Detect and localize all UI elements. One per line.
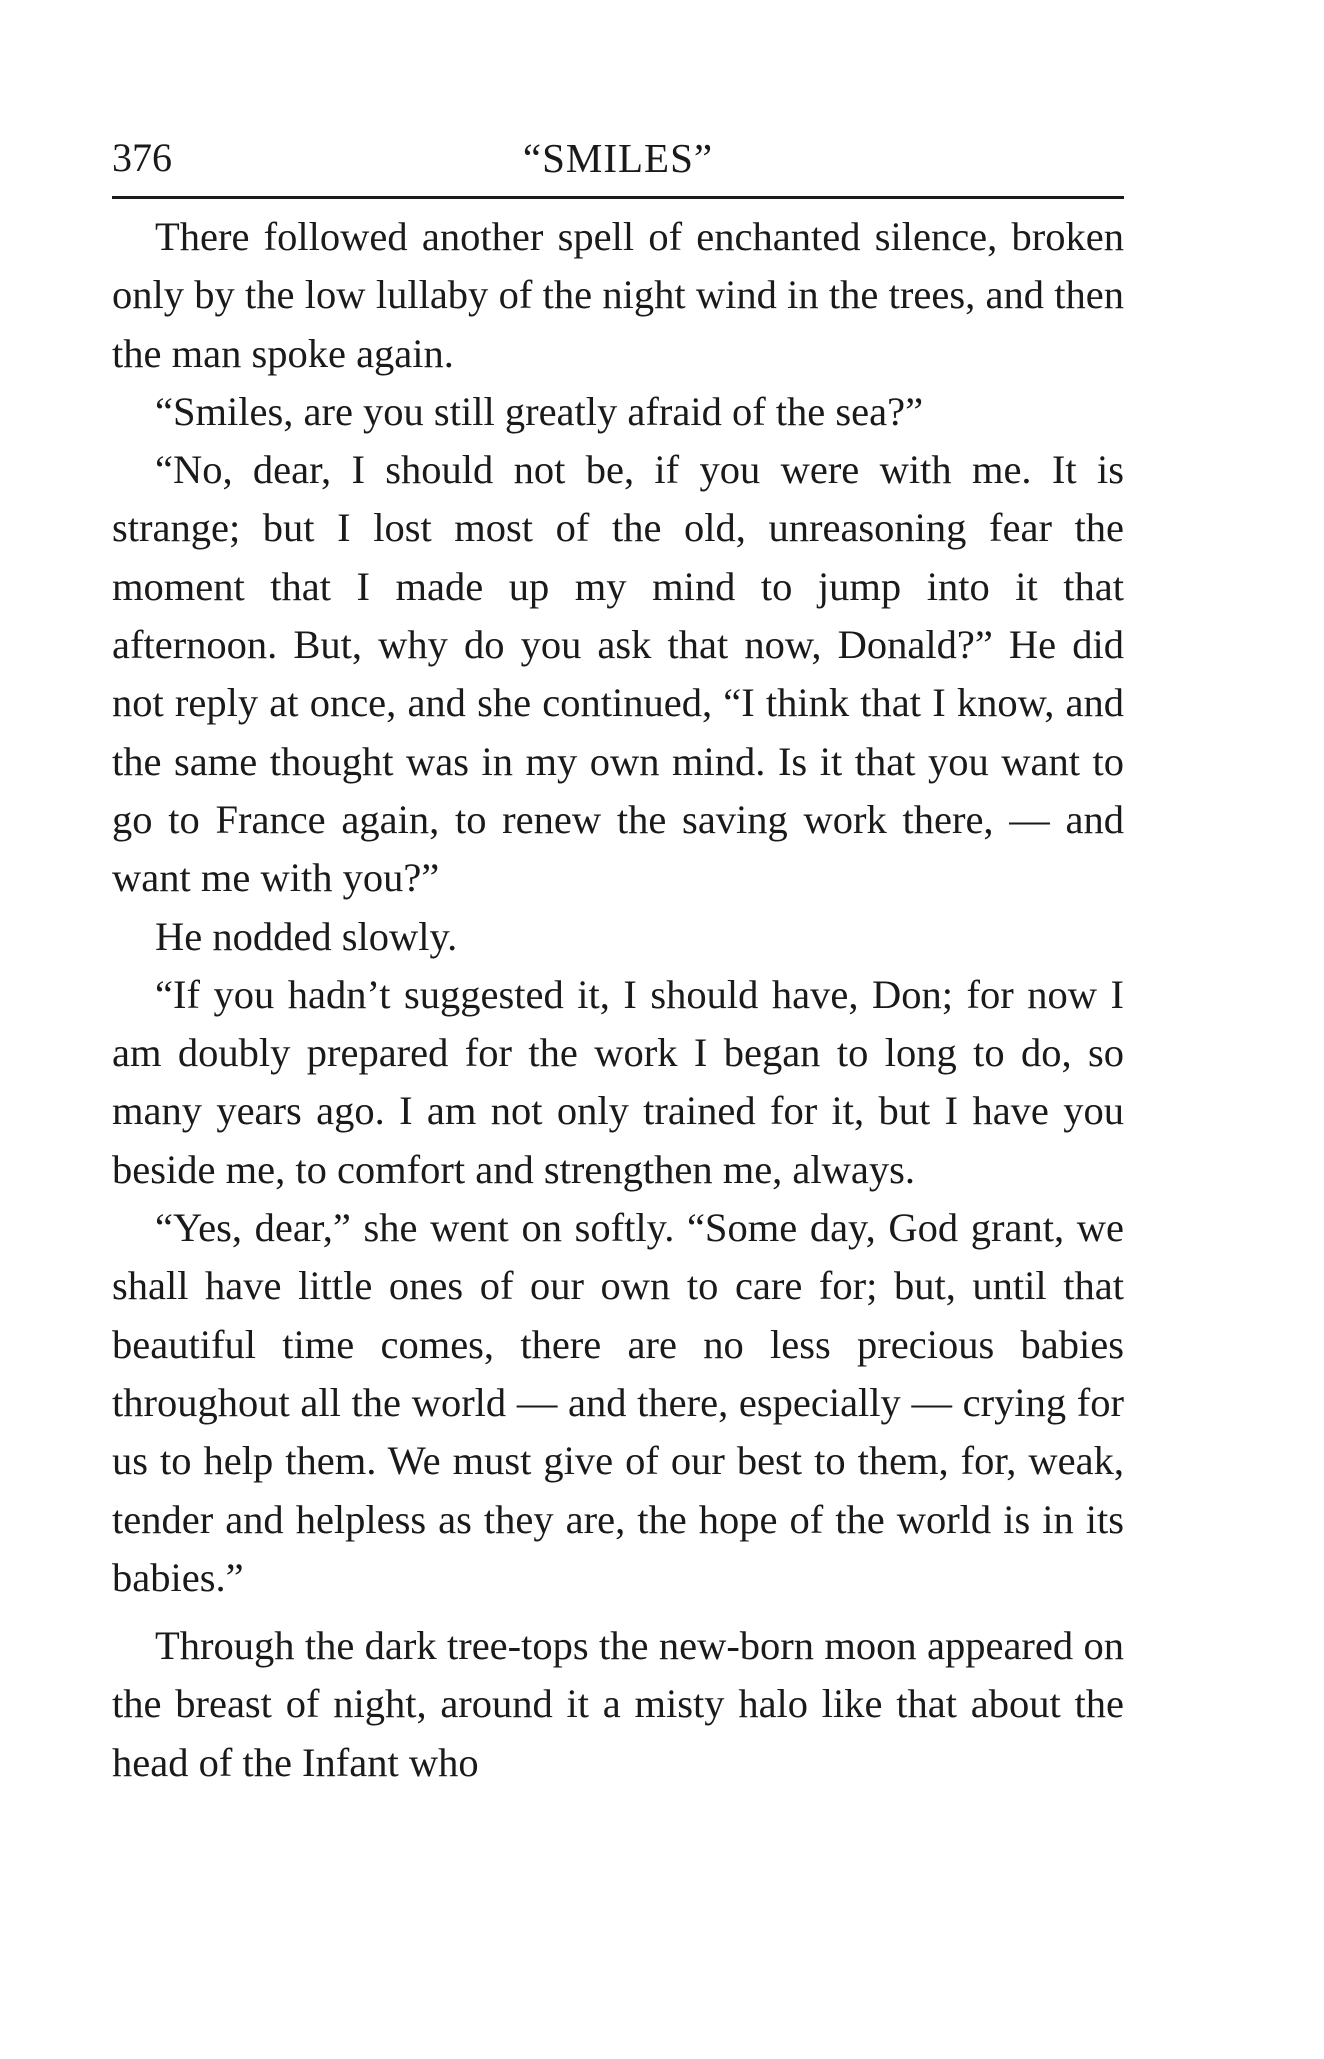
page-number: 376 xyxy=(112,135,172,180)
body-text xyxy=(112,208,1124,1792)
paragraph-1: There followed another spell of enchanted silence, broken only by the low lullaby of the night wind in the trees, and then the man spoke again. xyxy=(112,214,1124,376)
book-page xyxy=(112,128,1124,1785)
paragraph-2: “Smiles, are you still greatly afraid of the sea?” xyxy=(155,388,924,434)
paragraph-4: He nodded slowly. xyxy=(155,913,458,959)
page-header xyxy=(112,128,1124,188)
paragraph-6: “Yes, dear,” she went on softly. “Some day, God grant, we shall have little ones of our own to care for; but, until that beautiful time comes, there are no less precious babies throughout all the world — and there, especially — crying for us to help them. We must give of our best to them, for, weak, tender and helpless as they are, the hope of the world is in its babies.” xyxy=(112,1205,1124,1600)
paragraph-5: “If you hadn’t suggested it, I should have, Don; for now I am doubly prepared for the work I began to long to do, so many years ago. I am not only trained for it, but I have you beside me, to comfort and strengthen me, always. xyxy=(112,971,1124,1192)
header-rule xyxy=(112,196,1124,199)
paragraph-3: “No, dear, I should not be, if you were with me. It is strange; but I lost most of the old, unreasoning fear the moment that I made up my mind to jump into it that afternoon. But, why do you ask that now, Donald?” He did not reply at once, and she continued, “I think that I know, and the same thought was in my own mind. Is it that you want to go to France again, to renew the saving work there, — and want me with you?” xyxy=(112,447,1124,901)
running-title: “SMILES” xyxy=(522,135,714,181)
paragraph-7: Through the dark tree-tops the new-born moon appeared on the breast of night, around it a misty halo like that about the head of the Infant who xyxy=(112,1623,1124,1785)
